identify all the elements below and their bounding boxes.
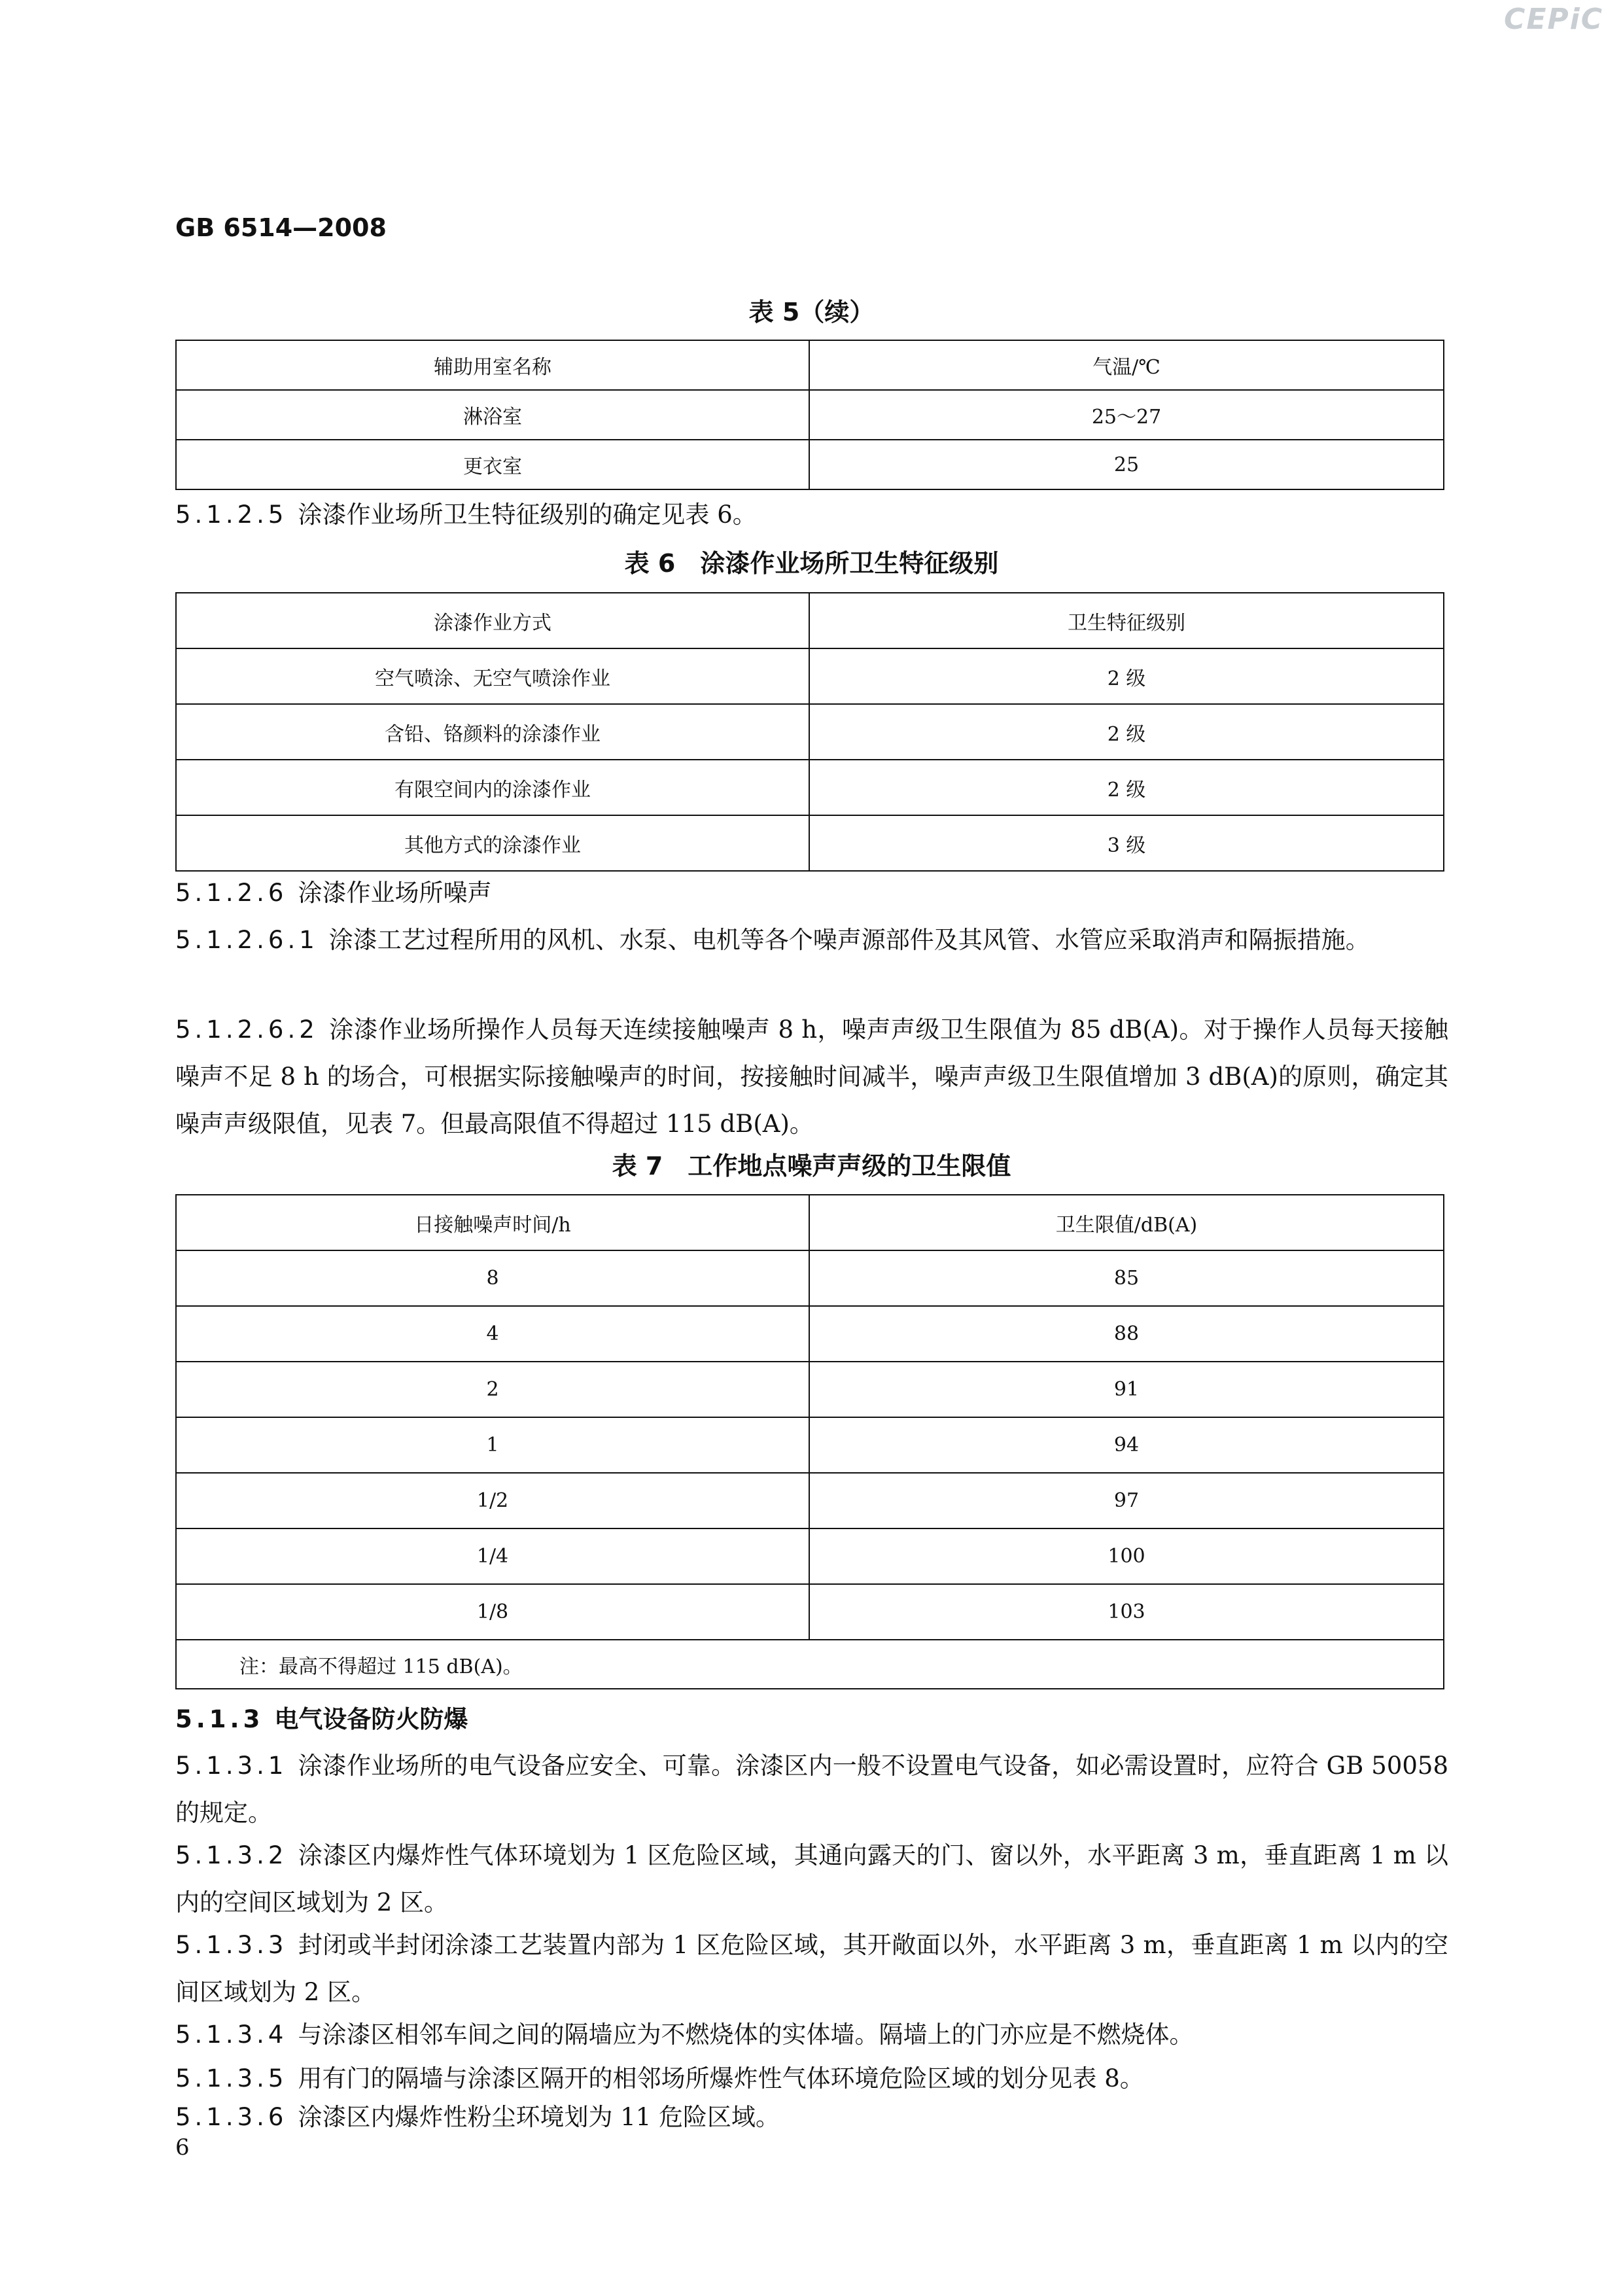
table-cell: 91 [809,1362,1444,1417]
table-row [176,440,1444,489]
table-row [176,648,1444,704]
table-row [176,1250,1444,1306]
table-header-cell: 卫生特征级别 [809,593,1444,648]
clause-number: 5.1.2.6.1 [175,926,319,954]
paragraph-5-1-3-6 [175,2094,1448,2141]
table-header-cell: 气温/℃ [809,340,1444,390]
table7 [175,1194,1444,1689]
paragraph-5-1-2-6-1 [175,917,1448,964]
table-cell: 有限空间内的涂漆作业 [176,760,809,815]
page-number: 6 [175,2134,190,2161]
section-heading: 电气设备防火防爆 [274,1704,468,1733]
table-header-cell: 辅助用室名称 [176,340,809,390]
clause-number: 5.1.3.1 [175,1752,288,1780]
table-row [176,1473,1444,1528]
table7-note: 注：最高不得超过 115 dB(A)。 [176,1640,1444,1689]
table-cell: 淋浴室 [176,390,809,440]
table-cell: 2 [176,1362,809,1417]
clause-number: 5.1.3.3 [175,1931,288,1959]
paragraph-5-1-3-2 [175,1832,1448,1926]
watermark-logo: CEPiC [1504,3,1603,36]
table6-caption: 表 6 涂漆作业场所卫生特征级别 [624,549,999,578]
table-cell: 8 [176,1250,809,1306]
clause-text: 涂漆作业场所操作人员每天连续接触噪声 8 h，噪声声级卫生限值为 85 dB(A)。对于操作人员每天接触噪声不足 8 h 的场合，可根据实际接触噪声的时间，按接触时间减半，噪声声级卫生限值增加 3 dB(A)的原则，确定其噪声声级限值，见表 7。但最高限值不得超过 115 dB(A)。 [175,1016,1448,1138]
table-header-row [176,340,1444,390]
paragraph-5-1-3-4 [175,2011,1448,2058]
table-cell: 97 [809,1473,1444,1528]
table-cell: 2 级 [809,704,1444,760]
table-row [176,815,1444,871]
paragraph-5-1-2-6 [175,870,1448,917]
table-cell: 更衣室 [176,440,809,489]
standard-number: GB 6514—2008 [175,213,387,242]
clause-number: 5.1.3.5 [175,2064,288,2093]
table-cell: 4 [176,1306,809,1362]
clause-number: 5.1.2.5 [175,501,288,529]
paragraph-5-1-3-3 [175,1922,1448,2016]
table-cell: 3 级 [809,815,1444,871]
table-cell: 其他方式的涂漆作业 [176,815,809,871]
table6 [175,592,1444,872]
table-note-row [176,1640,1444,1689]
table-cell: 88 [809,1306,1444,1362]
paragraph-5-1-3 [175,1695,1448,1743]
table-row [176,760,1444,815]
table-header-cell: 卫生限值/dB(A) [809,1195,1444,1250]
table-cell: 含铅、铬颜料的涂漆作业 [176,704,809,760]
table-cell: 25 [809,440,1444,489]
table-cell: 1/4 [176,1528,809,1584]
table7-caption: 表 7 工作地点噪声声级的卫生限值 [612,1152,1011,1180]
table-header-cell: 日接触噪声时间/h [176,1195,809,1250]
clause-text: 封闭或半封闭涂漆工艺装置内部为 1 区危险区域，其开敞面以外，水平距离 3 m，垂直距离 1 m 以内的空间区域划为 2 区。 [175,1931,1448,2006]
table-cell: 103 [809,1584,1444,1640]
table-cell: 25～27 [809,390,1444,440]
table-row [176,1528,1444,1584]
table5-caption: 表 5（续） [748,298,875,327]
clause-number: 5.1.2.6.2 [175,1016,319,1044]
clause-text: 涂漆区内爆炸性粉尘环境划为 11 危险区域。 [298,2103,780,2131]
table5 [175,340,1444,490]
clause-text: 与涂漆区相邻车间之间的隔墙应为不燃烧体的实体墙。隔墙上的门亦应是不燃烧体。 [298,2021,1194,2049]
clause-number: 5.1.2.6 [175,879,288,907]
table-cell: 85 [809,1250,1444,1306]
table-row [176,1362,1444,1417]
table-cell: 2 级 [809,760,1444,815]
table-cell: 2 级 [809,648,1444,704]
table-cell: 1/8 [176,1584,809,1640]
table-cell: 1/2 [176,1473,809,1528]
clause-number: 5.1.3.4 [175,2021,288,2049]
table-header-cell: 涂漆作业方式 [176,593,809,648]
clause-text: 涂漆作业场所卫生特征级别的确定见表 6。 [298,501,757,529]
clause-text: 涂漆作业场所噪声 [298,879,492,907]
table-header-row [176,1195,1444,1250]
table-cell: 100 [809,1528,1444,1584]
table-row [176,704,1444,760]
table-row [176,1584,1444,1640]
paragraph-5-1-2-5 [175,491,1448,539]
table-cell: 空气喷涂、无空气喷涂作业 [176,648,809,704]
table-row [176,1417,1444,1473]
clause-text: 用有门的隔墙与涂漆区隔开的相邻场所爆炸性气体环境危险区域的划分见表 8。 [298,2064,1144,2093]
table-row [176,390,1444,440]
clause-text: 涂漆区内爆炸性气体环境划为 1 区危险区域，其通向露天的门、窗以外，水平距离 3 m，垂直距离 1 m 以内的空间区域划为 2 区。 [175,1841,1448,1916]
clause-text: 涂漆工艺过程所用的风机、水泵、电机等各个噪声源部件及其风管、水管应采取消声和隔振措施。 [328,926,1370,954]
table-cell: 94 [809,1417,1444,1473]
table-cell: 1 [176,1417,809,1473]
table-header-row [176,593,1444,648]
clause-number: 5.1.3.6 [175,2103,288,2131]
clause-number: 5.1.3 [175,1705,264,1733]
clause-number: 5.1.3.2 [175,1841,288,1869]
paragraph-5-1-3-1 [175,1742,1448,1837]
table-row [176,1306,1444,1362]
clause-text: 涂漆作业场所的电气设备应安全、可靠。涂漆区内一般不设置电气设备，如必需设置时，应符合 GB 50058 的规定。 [175,1752,1448,1827]
paragraph-5-1-2-6-2 [175,1006,1448,1148]
